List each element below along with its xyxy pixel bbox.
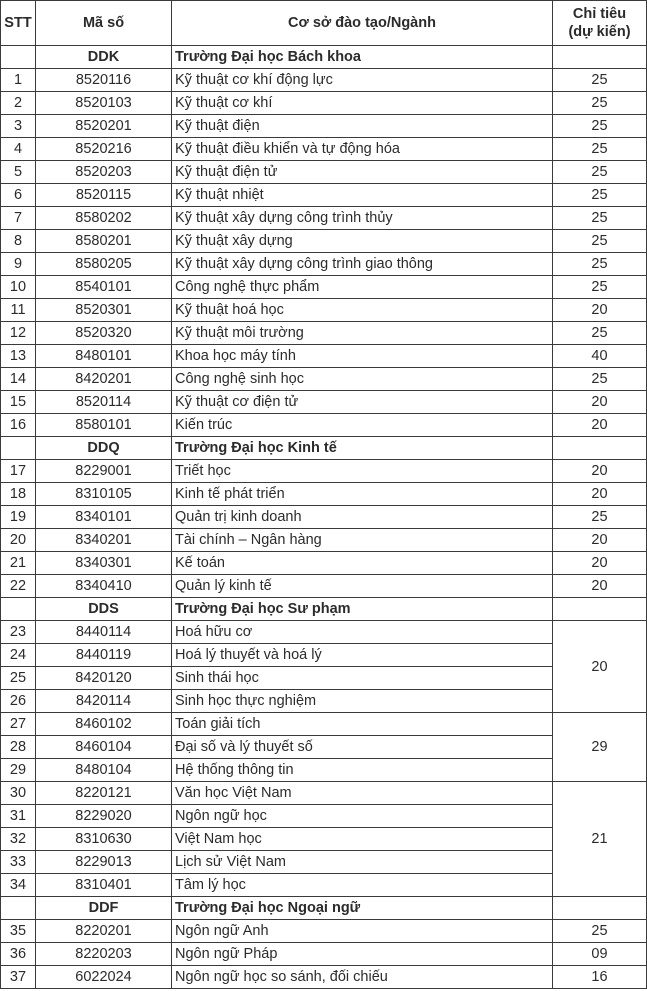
row-stt: 15 — [1, 391, 36, 414]
row-code: 8520103 — [36, 92, 172, 115]
row-major-name: Việt Nam học — [172, 828, 553, 851]
row-stt: 32 — [1, 828, 36, 851]
row-major-name: Kỹ thuật xây dựng công trình giao thông — [172, 253, 553, 276]
table-body — [1, 46, 647, 989]
table-row — [1, 667, 647, 690]
row-stt: 12 — [1, 322, 36, 345]
row-major-name: Kỹ thuật môi trường — [172, 322, 553, 345]
row-stt: 1 — [1, 69, 36, 92]
group-stt-cell — [1, 598, 36, 621]
row-major-name: Khoa học máy tính — [172, 345, 553, 368]
row-code: 8420114 — [36, 690, 172, 713]
row-code: 8580205 — [36, 253, 172, 276]
table-row — [1, 782, 647, 805]
table-row — [1, 759, 647, 782]
row-code: 8460102 — [36, 713, 172, 736]
group-name: Trường Đại học Kinh tế — [172, 437, 553, 460]
row-code: 8420120 — [36, 667, 172, 690]
row-code: 8229001 — [36, 460, 172, 483]
row-code: 8340410 — [36, 575, 172, 598]
row-quota: 25 — [553, 506, 647, 529]
header-row — [1, 1, 647, 46]
row-major-name: Kỹ thuật xây dựng — [172, 230, 553, 253]
row-quota: 20 — [553, 460, 647, 483]
row-stt: 25 — [1, 667, 36, 690]
table-row — [1, 506, 647, 529]
table-row — [1, 943, 647, 966]
row-quota: 09 — [553, 943, 647, 966]
row-stt: 35 — [1, 920, 36, 943]
row-major-name: Đại số và lý thuyết số — [172, 736, 553, 759]
group-row — [1, 437, 647, 460]
table-row — [1, 529, 647, 552]
row-stt: 33 — [1, 851, 36, 874]
row-stt: 2 — [1, 92, 36, 115]
row-stt: 22 — [1, 575, 36, 598]
row-major-name: Kỹ thuật điều khiển và tự động hóa — [172, 138, 553, 161]
row-stt: 29 — [1, 759, 36, 782]
row-stt: 36 — [1, 943, 36, 966]
group-quota-cell — [553, 437, 647, 460]
row-quota: 20 — [553, 414, 647, 437]
group-row — [1, 598, 647, 621]
row-quota: 25 — [553, 253, 647, 276]
row-code: 8520115 — [36, 184, 172, 207]
row-code: 8340201 — [36, 529, 172, 552]
row-stt: 34 — [1, 874, 36, 897]
group-quota-cell — [553, 897, 647, 920]
row-major-name: Công nghệ sinh học — [172, 368, 553, 391]
table-row — [1, 621, 647, 644]
row-major-name: Kỹ thuật hoá học — [172, 299, 553, 322]
row-major-name: Kỹ thuật điện tử — [172, 161, 553, 184]
row-code: 8220203 — [36, 943, 172, 966]
row-major-name: Kỹ thuật điện — [172, 115, 553, 138]
table-row — [1, 851, 647, 874]
row-code: 8520114 — [36, 391, 172, 414]
row-stt: 6 — [1, 184, 36, 207]
table-row — [1, 414, 647, 437]
row-major-name: Ngôn ngữ học — [172, 805, 553, 828]
row-code: 6022024 — [36, 966, 172, 989]
row-major-name: Kỹ thuật xây dựng công trình thủy — [172, 207, 553, 230]
table-row — [1, 207, 647, 230]
row-major-name: Sinh học thực nghiệm — [172, 690, 553, 713]
table-row — [1, 92, 647, 115]
row-major-name: Kinh tế phát triển — [172, 483, 553, 506]
table-row — [1, 391, 647, 414]
row-major-name: Toán giải tích — [172, 713, 553, 736]
table-row — [1, 575, 647, 598]
group-stt-cell — [1, 437, 36, 460]
row-code: 8229013 — [36, 851, 172, 874]
row-quota: 20 — [553, 552, 647, 575]
table-row — [1, 184, 647, 207]
row-quota: 25 — [553, 368, 647, 391]
group-quota-cell — [553, 598, 647, 621]
row-stt: 4 — [1, 138, 36, 161]
row-major-name: Kỹ thuật cơ khí — [172, 92, 553, 115]
group-name: Trường Đại học Bách khoa — [172, 46, 553, 69]
row-code: 8520320 — [36, 322, 172, 345]
row-quota: 25 — [553, 161, 647, 184]
row-code: 8440119 — [36, 644, 172, 667]
table-row — [1, 138, 647, 161]
row-quota: 20 — [553, 621, 647, 713]
row-major-name: Ngôn ngữ Anh — [172, 920, 553, 943]
table-row — [1, 161, 647, 184]
row-quota: 20 — [553, 575, 647, 598]
row-major-name: Quản lý kinh tế — [172, 575, 553, 598]
table-row — [1, 230, 647, 253]
row-quota: 29 — [553, 713, 647, 782]
row-quota: 25 — [553, 920, 647, 943]
row-major-name: Kỹ thuật cơ khí động lực — [172, 69, 553, 92]
table-row — [1, 736, 647, 759]
row-stt: 31 — [1, 805, 36, 828]
row-major-name: Lịch sử Việt Nam — [172, 851, 553, 874]
row-stt: 30 — [1, 782, 36, 805]
row-quota: 25 — [553, 184, 647, 207]
row-quota: 25 — [553, 115, 647, 138]
table-row — [1, 552, 647, 575]
table-row — [1, 483, 647, 506]
row-stt: 17 — [1, 460, 36, 483]
row-major-name: Sinh thái học — [172, 667, 553, 690]
row-stt: 8 — [1, 230, 36, 253]
table-row — [1, 966, 647, 989]
table-row — [1, 460, 647, 483]
row-code: 8520216 — [36, 138, 172, 161]
row-code: 8580202 — [36, 207, 172, 230]
group-name: Trường Đại học Ngoại ngữ — [172, 897, 553, 920]
row-code: 8310105 — [36, 483, 172, 506]
table-header — [1, 1, 647, 46]
row-stt: 19 — [1, 506, 36, 529]
row-major-name: Ngôn ngữ Pháp — [172, 943, 553, 966]
row-code: 8310401 — [36, 874, 172, 897]
row-stt: 7 — [1, 207, 36, 230]
row-stt: 11 — [1, 299, 36, 322]
row-major-name: Quản trị kinh doanh — [172, 506, 553, 529]
row-major-name: Kỹ thuật cơ điện tử — [172, 391, 553, 414]
group-row — [1, 46, 647, 69]
row-code: 8580101 — [36, 414, 172, 437]
row-quota: 25 — [553, 92, 647, 115]
row-stt: 23 — [1, 621, 36, 644]
row-quota: 25 — [553, 207, 647, 230]
row-major-name: Kỹ thuật nhiệt — [172, 184, 553, 207]
row-stt: 26 — [1, 690, 36, 713]
row-quota: 16 — [553, 966, 647, 989]
row-stt: 9 — [1, 253, 36, 276]
table-row — [1, 713, 647, 736]
row-code: 8420201 — [36, 368, 172, 391]
row-major-name: Tâm lý học — [172, 874, 553, 897]
table-row — [1, 690, 647, 713]
row-quota: 25 — [553, 322, 647, 345]
row-quota: 20 — [553, 299, 647, 322]
row-stt: 3 — [1, 115, 36, 138]
row-quota: 25 — [553, 276, 647, 299]
row-code: 8340301 — [36, 552, 172, 575]
group-code: DDK — [36, 46, 172, 69]
row-stt: 20 — [1, 529, 36, 552]
group-code: DDF — [36, 897, 172, 920]
table-row — [1, 345, 647, 368]
row-major-name: Ngôn ngữ học so sánh, đối chiếu — [172, 966, 553, 989]
table-row — [1, 299, 647, 322]
row-major-name: Văn học Việt Nam — [172, 782, 553, 805]
table-row — [1, 805, 647, 828]
row-quota: 20 — [553, 483, 647, 506]
row-stt: 16 — [1, 414, 36, 437]
row-quota: 20 — [553, 391, 647, 414]
header-quota-line1: Chỉ tiêu — [572, 6, 627, 22]
row-code: 8229020 — [36, 805, 172, 828]
row-code: 8340101 — [36, 506, 172, 529]
row-quota: 25 — [553, 230, 647, 253]
row-code: 8310630 — [36, 828, 172, 851]
row-code: 8520301 — [36, 299, 172, 322]
header-quota-line2: (dự kiến) — [568, 24, 631, 40]
row-major-name: Hoá hữu cơ — [172, 621, 553, 644]
row-code: 8520201 — [36, 115, 172, 138]
row-quota: 25 — [553, 69, 647, 92]
group-code: DDS — [36, 598, 172, 621]
table-row — [1, 253, 647, 276]
row-major-name: Công nghệ thực phẩm — [172, 276, 553, 299]
row-quota: 25 — [553, 138, 647, 161]
row-major-name: Kế toán — [172, 552, 553, 575]
table-row — [1, 920, 647, 943]
group-row — [1, 897, 647, 920]
table-row — [1, 828, 647, 851]
row-major-name: Hệ thống thông tin — [172, 759, 553, 782]
row-stt: 18 — [1, 483, 36, 506]
group-name: Trường Đại học Sư phạm — [172, 598, 553, 621]
row-code: 8440114 — [36, 621, 172, 644]
row-code: 8540101 — [36, 276, 172, 299]
header-stt: STT — [1, 1, 36, 46]
row-code: 8460104 — [36, 736, 172, 759]
row-stt: 5 — [1, 161, 36, 184]
row-code: 8580201 — [36, 230, 172, 253]
row-stt: 27 — [1, 713, 36, 736]
group-stt-cell — [1, 897, 36, 920]
table-row — [1, 69, 647, 92]
row-major-name: Tài chính – Ngân hàng — [172, 529, 553, 552]
row-major-name: Hoá lý thuyết và hoá lý — [172, 644, 553, 667]
row-stt: 10 — [1, 276, 36, 299]
row-code: 8220201 — [36, 920, 172, 943]
table-row — [1, 115, 647, 138]
table-row — [1, 276, 647, 299]
row-stt: 13 — [1, 345, 36, 368]
row-code: 8520116 — [36, 69, 172, 92]
table-row — [1, 368, 647, 391]
row-code: 8520203 — [36, 161, 172, 184]
table-row — [1, 644, 647, 667]
row-stt: 24 — [1, 644, 36, 667]
row-stt: 28 — [1, 736, 36, 759]
row-quota: 40 — [553, 345, 647, 368]
group-quota-cell — [553, 46, 647, 69]
row-stt: 14 — [1, 368, 36, 391]
row-quota: 20 — [553, 529, 647, 552]
row-code: 8480101 — [36, 345, 172, 368]
header-quota — [553, 1, 647, 46]
row-stt: 37 — [1, 966, 36, 989]
header-code: Mã số — [36, 1, 172, 46]
table-row — [1, 874, 647, 897]
row-code: 8480104 — [36, 759, 172, 782]
row-major-name: Kiến trúc — [172, 414, 553, 437]
header-major: Cơ sở đào tạo/Ngành — [172, 1, 553, 46]
row-major-name: Triết học — [172, 460, 553, 483]
row-code: 8220121 — [36, 782, 172, 805]
row-quota: 21 — [553, 782, 647, 897]
row-stt: 21 — [1, 552, 36, 575]
group-code: DDQ — [36, 437, 172, 460]
group-stt-cell — [1, 46, 36, 69]
table-row — [1, 322, 647, 345]
